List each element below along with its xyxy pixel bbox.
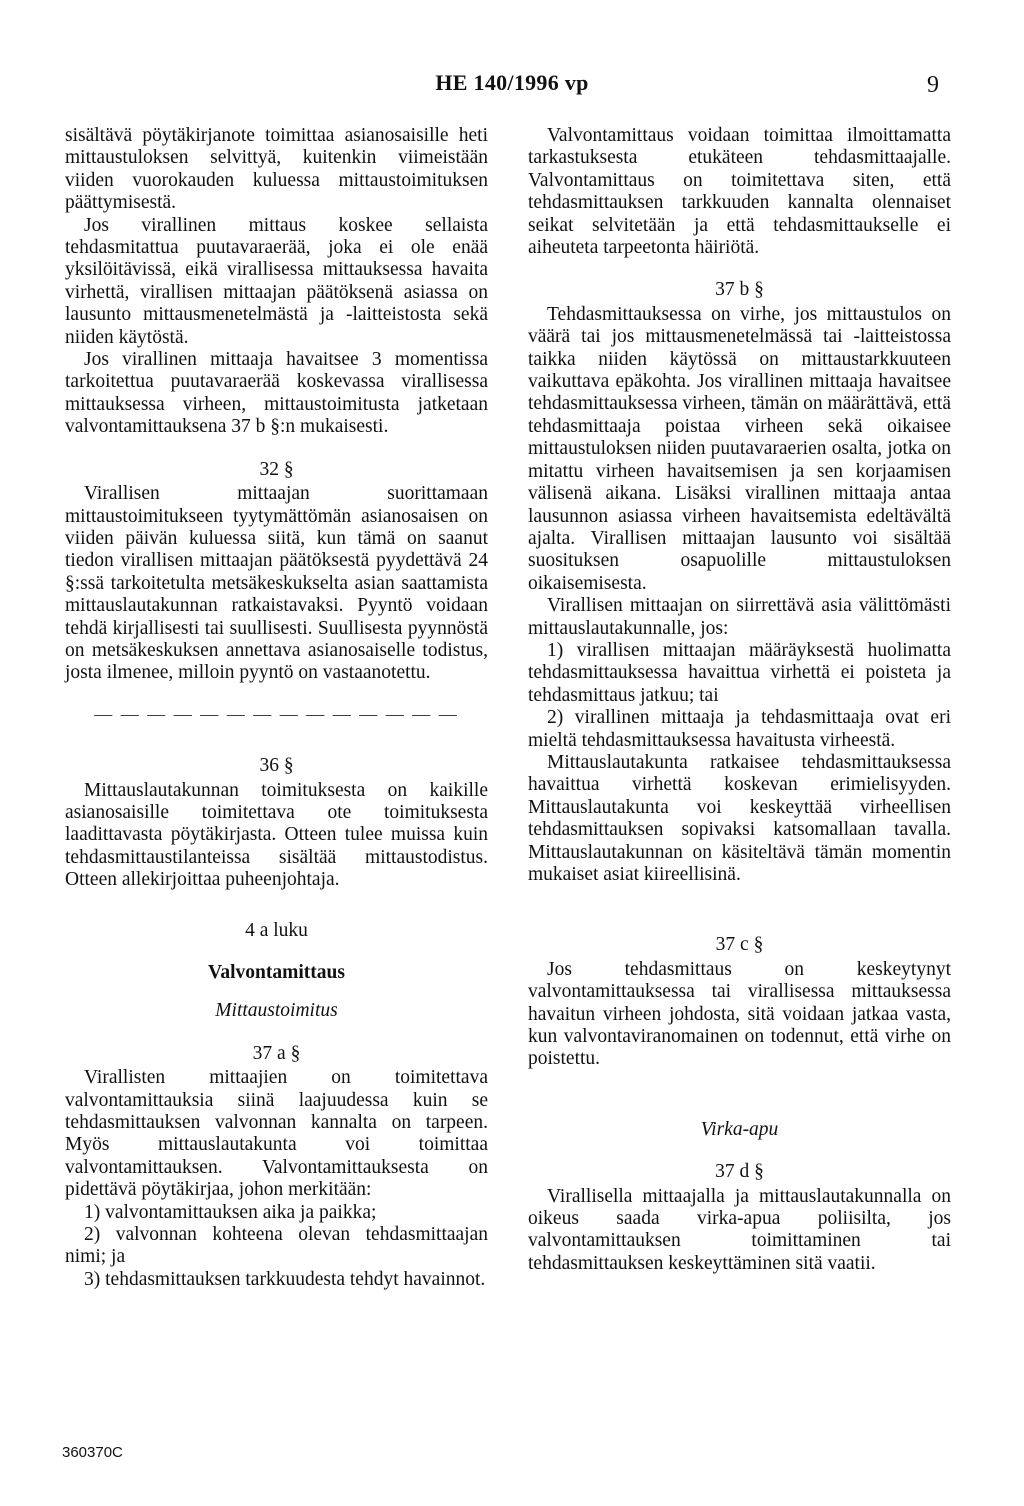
paragraph: Valvontamittaus voidaan toimittaa ilmoittamatta tarkastuksesta etukäteen tehdasmittaajalle. Valvontamittaus on toimitettava siten, että tehdasmittauksen tarkkuuden kannalta olennaiset seikat selvitetään ja että tehdasmittaukselle ei aiheuteta tarpeetonta häiriötä. [528, 125, 951, 259]
section-heading-32: 32 § [259, 458, 294, 480]
document-title: HE 140/1996 vp [435, 70, 589, 95]
page-header [0, 70, 1024, 100]
chapter-heading: 4 a luku [245, 919, 308, 941]
section-32-text: Virallisen mittaajan suorittamaan mittaustoimitukseen tyytymättömän asianosaisen on viiden päivän kuluessa siitä, kun tämä on saanut tiedon virallisen mittaajan päätöksestä pyydettävä 24 §:ssä tarkoitetulta metsäkeskukselta asian saattamista mittauslautakunnan ratkaistavaksi. Pyyntö voidaan tehdä kirjallisesti tai suullisesti. Suullisesta pyynnöstä on metsäkeskuksen annettava asianosaiselle todistus, josta ilmenee, milloin pyyntö on vastaanotettu. [65, 483, 488, 684]
list-item: 3) tehdasmittauksen tarkkuudesta tehdyt havainnot. [84, 1268, 486, 1290]
section-37b-text: Tehdasmittauksessa on virhe, jos mittaustulos on väärä tai jos mittausmenetelmässä tai -laitteistossa taikka niiden käytössä on mittaustarkkuuteen vaikuttava epäkohta. Jos virallinen mittaaja havaitsee tehdasmittauksessa virheen, tämän on määrättävä, että tehdasmittaaja poistaa virheen sekä oikaisee mittaustuloksen niiden puutavaraerien osalta, jotka on mitattu virheen havaitsemisen ja sen korjaamisen välisenä aikana. Lisäksi virallinen mittaaja antaa lausunnon asiassa virheen havaitsemista edeltävältä ajalta. Virallisen mittaajan lausunto voi sisältää suosituksen osapuolille mittaustuloksen oikaisemisesta. [528, 303, 951, 594]
right-column [528, 125, 951, 1275]
left-column [65, 125, 488, 1291]
list-item: 1) virallisen mittaajan määräyksestä huolimatta tehdasmittauksessa havaittua virhettä ei poisteta ja tehdasmittaus jatkuu; tai [528, 639, 951, 706]
chapter-title: Valvontamittaus [208, 962, 345, 983]
page-number: 9 [927, 72, 939, 98]
paragraph: sisältävä pöytäkirjanote toimittaa asianosaisille heti mittaustuloksen selvittyä, kuitenkin viimeistään viiden vuorokauden kuluessa mittaustoimituksen päättymisestä. [65, 125, 488, 214]
section-heading-36: 36 § [259, 755, 294, 777]
list-item: 2) valvonnan kohteena olevan tehdasmittaajan nimi; ja [65, 1224, 488, 1268]
section-heading-37c: 37 c § [715, 934, 764, 956]
list-item: 1) valvontamittauksen aika ja paikka; [84, 1201, 377, 1223]
paragraph: Jos virallinen mittaus koskee sellaista tehdasmitattua puutavaraerää, joka ei ole enää yksilöitävissä, eikä virallisessa mittauksessa havaita virhettä, virallisen mittaajan päätöksenä asiassa on lausunto mittausmenetelmästä ja -laitteistosta sekä niiden käytöstä. [65, 214, 488, 348]
section-heading-37d: 37 d § [715, 1161, 764, 1183]
section-37c-text: Jos tehdasmittaus on keskeytynyt valvontamittauksessa tai virallisessa mittauksessa havaitun virheen johdosta, sitä voidaan jatkaa vasta, kun valvontaviranomainen on todennut, että virhe on poistettu. [528, 958, 951, 1070]
section-37d-text: Virallisella mittaajalla ja mittauslautakunnalla on oikeus saada virka-apua poliisilta, jos valvontamittauksen toimittaminen tai tehdasmittauksen keskeyttäminen sitä vaatii. [528, 1185, 951, 1274]
omission-marker: — — — — — — — — — — — — — — [94, 703, 459, 724]
section-37b-text: Virallisen mittaajan on siirrettävä asia välittömästi mittauslautakunnalle, jos: [528, 595, 951, 639]
paragraph: Jos virallinen mittaaja havaitsee 3 momentissa tarkoitettua puutavaraerää koskevassa virallisessa mittauksessa virheen, mittaustoimitusta jatketaan valvontamittauksena 37 b §:n mukaisesti. [65, 349, 488, 438]
list-item: 2) virallinen mittaaja ja tehdasmittaaja ovat eri mieltä tehdasmittauksessa havaitusta virheestä. [528, 707, 951, 751]
section-36-text: Mittauslautakunnan toimituksesta on kaikille asianosaisille toimitettava ote toimituksesta laadittavasta pöytäkirjasta. Otteen tulee muissa kuin tehdasmittaustilanteissa sisältää mittaustodistus. Otteen allekirjoittaa puheenjohtaja. [65, 779, 488, 891]
subtitle-virka-apu: Virka-apu [700, 1118, 779, 1140]
subtitle-mittaustoimitus: Mittaustoimitus [215, 1000, 338, 1022]
section-37b-text: Mittauslautakunta ratkaisee tehdasmittauksessa havaittua virhettä koskevan erimielisyyden. Mittauslautakunta voi keskeyttää virheellisen tehdasmittauksen sopivaksi katsomallaan tavalla. Mittauslautakunnan on käsiteltävä tämän momentin mukaiset asiat kiireellisinä. [528, 751, 951, 885]
section-heading-37a: 37 a § [252, 1042, 301, 1064]
section-heading-37b: 37 b § [715, 279, 764, 301]
section-37a-text: Virallisten mittaajien on toimitettava valvontamittauksia siinä laajuudessa kuin se tehdasmittauksen valvonnan kannalta on tarpeen. Myös mittauslautakunta voi toimittaa valvontamittauksen. Valvontamittauksesta on pidettävä pöytäkirjaa, johon merkitään: [65, 1067, 488, 1201]
print-code: 360370C [62, 1444, 123, 1461]
